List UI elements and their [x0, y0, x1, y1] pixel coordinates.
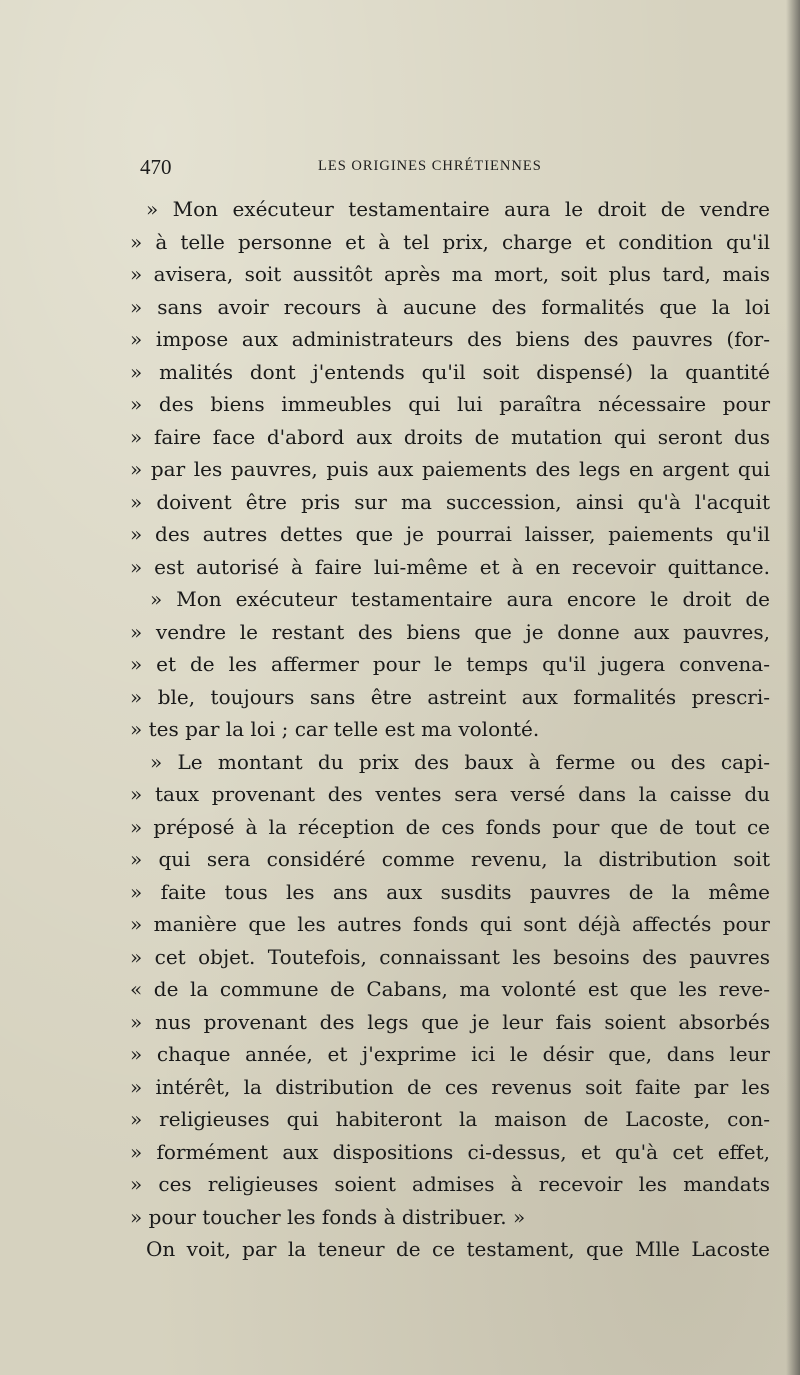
text-line: » Le montant du prix des baux à ferme ou des capi- [150, 749, 770, 774]
running-title: LES ORIGINES CHRÉTIENNES [318, 158, 542, 174]
text-line: » nus provenant des legs que je leur fais soient absorbés [130, 1009, 770, 1034]
text-line: » Mon exécuteur testamentaire aura encore le droit de [150, 587, 770, 611]
text-line: » tes par la loi ; car telle est ma volonté. [130, 717, 540, 741]
text-line: On voit, par la teneur de ce testament, que Mlle Lacoste [146, 1237, 770, 1261]
text-line: » malités dont j'entends qu'il soit dispensé) la quantité [130, 359, 770, 384]
text-line: » intérêt, la distribution de ces revenus soit faite par les [130, 1074, 770, 1099]
text-line: » formément aux dispositions ci-dessus, et qu'à cet effet, [130, 1139, 770, 1164]
text-line: » cet objet. Toutefois, connaissant les besoins des pauvres [130, 944, 770, 969]
text-line: » impose aux administrateurs des biens des pauvres (for- [130, 327, 770, 351]
text-line: » préposé à la réception de ces fonds pour que de tout ce [130, 814, 770, 839]
text-line: » pour toucher les fonds à distribuer. » [130, 1204, 526, 1229]
body-text [130, 193, 770, 1266]
text-line: » est autorisé à faire lui-même et à en recevoir quittance. [130, 554, 770, 579]
text-line: « de la commune de Cabans, ma volonté est que les reve- [130, 977, 770, 1001]
page-number: 470 [140, 155, 172, 179]
text-line: » sans avoir recours à aucune des formalités que la loi [130, 294, 770, 319]
text-line: » manière que les autres fonds qui sont déjà affectés pour [130, 912, 770, 936]
text-line: » et de les affermer pour le temps qu'il jugera convena- [130, 652, 770, 676]
text-line: » chaque année, et j'exprime ici le désir que, dans leur [130, 1042, 770, 1066]
text-line: » vendre le restant des biens que je donne aux pauvres, [130, 619, 770, 644]
page-edge-shadow [786, 0, 800, 1375]
text-line: » ble, toujours sans être astreint aux formalités prescri- [130, 684, 770, 709]
text-line: » à telle personne et à tel prix, charge et condition qu'il [130, 229, 770, 254]
text-line: » des autres dettes que je pourrai laisser, paiements qu'il [130, 522, 770, 546]
text-line: » Mon exécuteur testamentaire aura le droit de vendre [146, 197, 770, 221]
text-line: » qui sera considéré comme revenu, la distribution soit [130, 847, 770, 871]
text-line: » faite tous les ans aux susdits pauvres de la même [130, 879, 770, 904]
text-line: » doivent être pris sur ma succession, ainsi qu'à l'acquit [130, 489, 770, 514]
text-line: » faire face d'abord aux droits de mutation qui seront dus [130, 424, 770, 449]
text-line: » religieuses qui habiteront la maison de Lacoste, con- [130, 1107, 770, 1131]
text-line: » taux provenant des ventes sera versé dans la caisse du [130, 782, 770, 806]
text-line: » ces religieuses soient admises à recevoir les mandats [130, 1172, 770, 1196]
text-line: » des biens immeubles qui lui paraîtra nécessaire pour [130, 392, 770, 416]
page-header [140, 155, 760, 185]
text-line: » par les pauvres, puis aux paiements des legs en argent qui [130, 457, 770, 481]
text-line: » avisera, soit aussitôt après ma mort, soit plus tard, mais [130, 262, 770, 286]
